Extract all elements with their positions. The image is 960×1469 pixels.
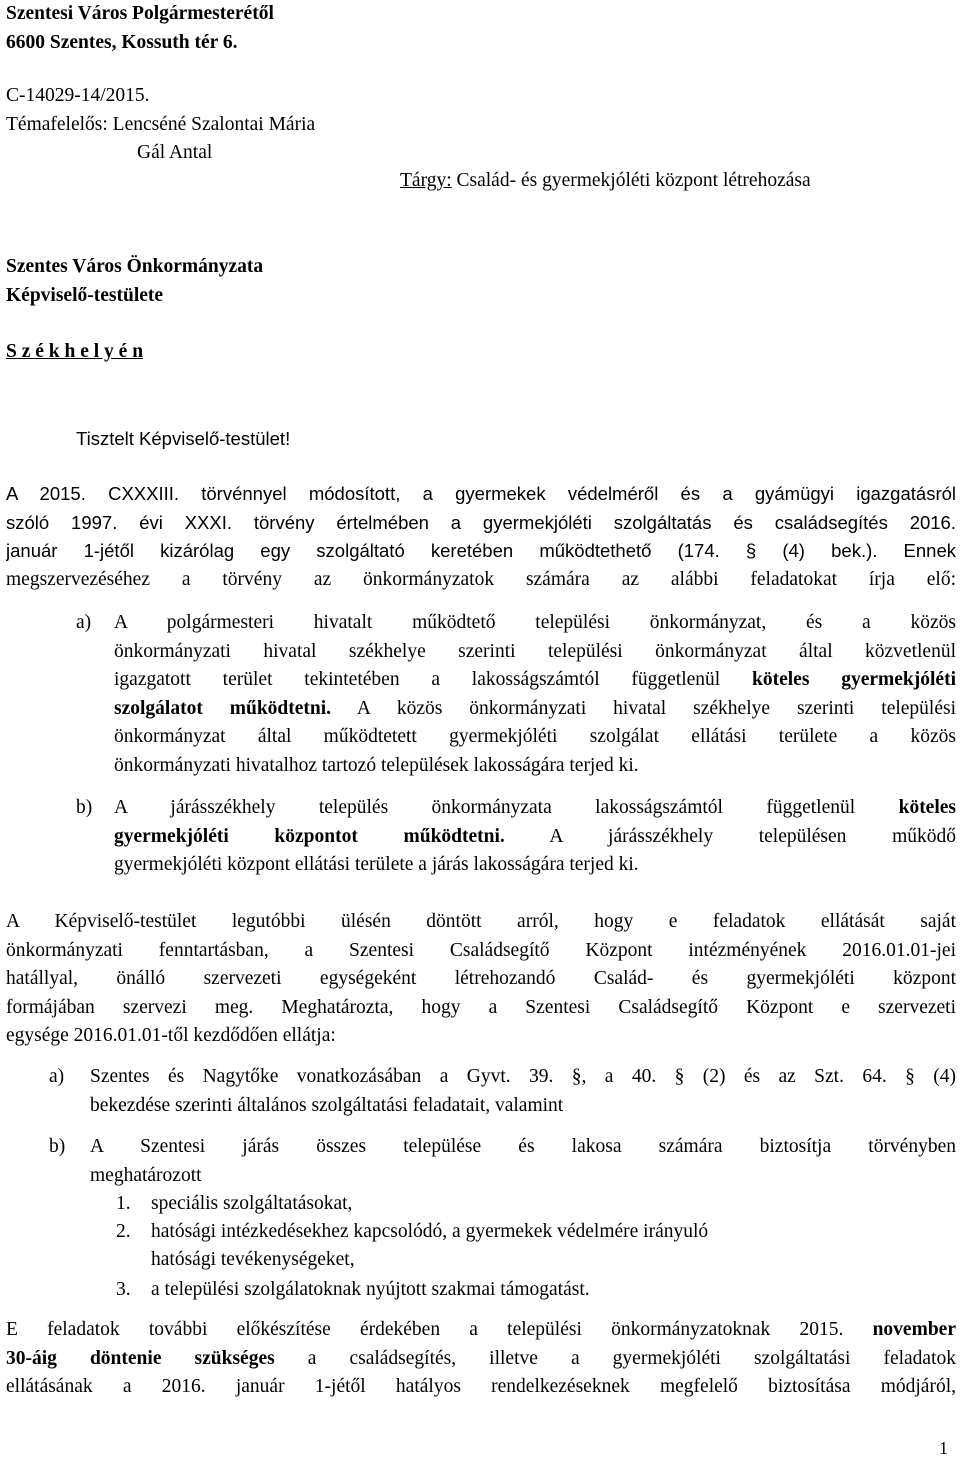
sender-name: Szentesi Város Polgármesterétől — [6, 3, 274, 24]
duty-b-marker: b) — [76, 797, 93, 818]
closing-line-3: ellátásának a 2016. január 1-jétől hatályos rendelkezéseknek megfelelő biztosítása módjáról, — [6, 1376, 956, 1397]
duty-a-emphasis-1: köteles gyermekjóléti — [752, 669, 956, 690]
deadline-emphasis-1: november — [843, 1319, 956, 1340]
responsible-person: Témafelelős: Lencséné Szalontai Mária — [6, 113, 316, 135]
intro-paragraph — [6, 480, 956, 566]
task-a-marker: a) — [49, 1066, 65, 1087]
duty-b-emphasis-2: gyermekjóléti központot működtetni. — [114, 825, 505, 847]
closing-line-1: E feladatok további előkészítése érdekében a települési önkormányzatoknak 2015. november — [6, 1319, 956, 1340]
task-a-line-2: bekezdése szerinti általános szolgáltatási feladatait, valamint — [90, 1094, 564, 1116]
task-b-line-2: meghatározott — [90, 1164, 202, 1186]
duty-b-line-3: gyermekjóléti központ ellátási területe a járás lakosságára terjed ki. — [114, 854, 639, 875]
decision-line-1: A Képviselő-testület legutóbbi ülésén döntött arról, hogy e feladatok ellátását saját — [6, 911, 956, 932]
list-item-number: 3. — [116, 1279, 131, 1300]
addressee-line-3: S z é k h e l y é n — [6, 341, 144, 362]
addressee-line-2: Képviselő-testülete — [6, 284, 164, 306]
duty-a-body — [114, 609, 956, 780]
duty-a-line-6: önkormányzati hivatalhoz tartozó települések lakosságára terjed ki. — [114, 754, 639, 776]
intro-line-4: megszervezéséhez a törvény az önkormányzatok számára az alábbi feladatokat írja elő: — [6, 569, 956, 590]
duty-a-emphasis-2: szolgálatot működtetni. — [114, 697, 332, 719]
intro-line-1: A 2015. CXXXIII. törvénnyel módosított, a gyermekek védelméről és a gyámügyi igazgatásról — [6, 483, 956, 504]
intro-line-3: január 1-jétől kizárólag egy szolgáltató keretében működtethető (174. § (4) bek.). Ennek — [6, 540, 956, 561]
duty-a-line-3: igazgatott terület tekintetében a lakosságszámtól függetlenül köteles gyermekjóléti — [114, 669, 956, 690]
duty-b-line-1: A járásszékhely település önkormányzata lakosságszámtól függetlenül köteles — [114, 797, 956, 818]
duty-a-marker: a) — [76, 612, 92, 633]
decision-line-2: önkormányzati fenntartásban, a Szentesi Családsegítő Központ intézményének 2016.01.01-jei — [6, 939, 956, 961]
duty-a-line-4: szolgálatot működtetni. A közös önkormányzati hivatal székhelye szerinti települési — [114, 697, 956, 719]
task-b-line-1: A Szentesi járás összes települése és lakosa számára biztosítja törvényben — [90, 1136, 956, 1157]
salutation: Tisztelt Képviselő-testület! — [76, 428, 291, 449]
subject-label: Tárgy: — [400, 170, 452, 191]
closing-line-2: 30-áig döntenie szükséges a családsegítés, illetve a gyermekjóléti szolgáltatási feladatok — [6, 1347, 956, 1369]
list-item-text: a települési szolgálatoknak nyújtott szakmai támogatást. — [151, 1279, 590, 1300]
reference-block — [6, 82, 315, 168]
deadline-emphasis-2: 30-áig döntenie szükséges — [6, 1347, 275, 1369]
task-b-body — [90, 1133, 956, 1190]
decision-paragraph — [6, 908, 956, 1051]
subject-text: Család- és gyermekjóléti központ létrehozása — [451, 170, 811, 191]
decision-line-3: hatállyal, önálló szervezeti egységeként létrehozandó Család- és gyermekjóléti központ — [6, 968, 956, 989]
duty-a-line-2: önkormányzati hivatal székhelye szerinti települési önkormányzat által közvetlenül — [114, 640, 956, 662]
decision-line-5: egysége 2016.01.01-től kezdődően ellátja: — [6, 1025, 336, 1046]
intro-paragraph-end — [6, 566, 956, 595]
list-item-number: 1. — [116, 1193, 131, 1214]
list-item-text: speciális szolgáltatásokat, — [151, 1193, 353, 1214]
task-a-line-1: Szentes és Nagytőke vonatkozásában a Gyvt. 39. §, a 40. § (2) és az Szt. 64. § (4) — [90, 1066, 956, 1087]
decision-line-4: formájában szervezi meg. Meghatározta, hogy a Szentesi Családsegítő Központ e szervezeti — [6, 996, 956, 1018]
duty-b-line-2: gyermekjóléti központot működtetni. A járásszékhely településen működő — [114, 825, 956, 847]
list-item-number: 2. — [116, 1221, 131, 1242]
responsible-person-second: Gál Antal — [137, 142, 213, 163]
task-a-body — [90, 1063, 956, 1120]
page-number: 1 — [939, 1438, 948, 1458]
intro-line-2: szóló 1997. évi XXXI. törvény értelmében a gyermekjóléti szolgáltatás és családsegítés 2016. — [6, 511, 956, 533]
duty-b-emphasis-1: köteles — [898, 797, 956, 818]
list-item-text: hatósági intézkedésekhez kapcsolódó, a gyermekek védelmére irányuló — [151, 1221, 709, 1242]
addressee-line-1: Szentes Város Önkormányzata — [6, 256, 264, 277]
subject-line — [400, 167, 811, 196]
sender-address: 6600 Szentes, Kossuth tér 6. — [6, 31, 238, 53]
reference-number: C-14029-14/2015. — [6, 85, 150, 106]
duty-a-line-1: A polgármesteri hivatalt működtető települési önkormányzat, és a közös — [114, 612, 956, 633]
addressee-block — [6, 253, 263, 367]
closing-paragraph — [6, 1316, 956, 1402]
duty-b-body — [114, 794, 956, 880]
list-item-text-cont: hatósági tevékenységeket, — [151, 1249, 355, 1270]
task-b-marker: b) — [49, 1136, 66, 1157]
sender-block — [6, 0, 274, 57]
duty-a-line-5: önkormányzat által működtetett gyermekjóléti szolgálat ellátási területe a közös — [114, 726, 956, 747]
